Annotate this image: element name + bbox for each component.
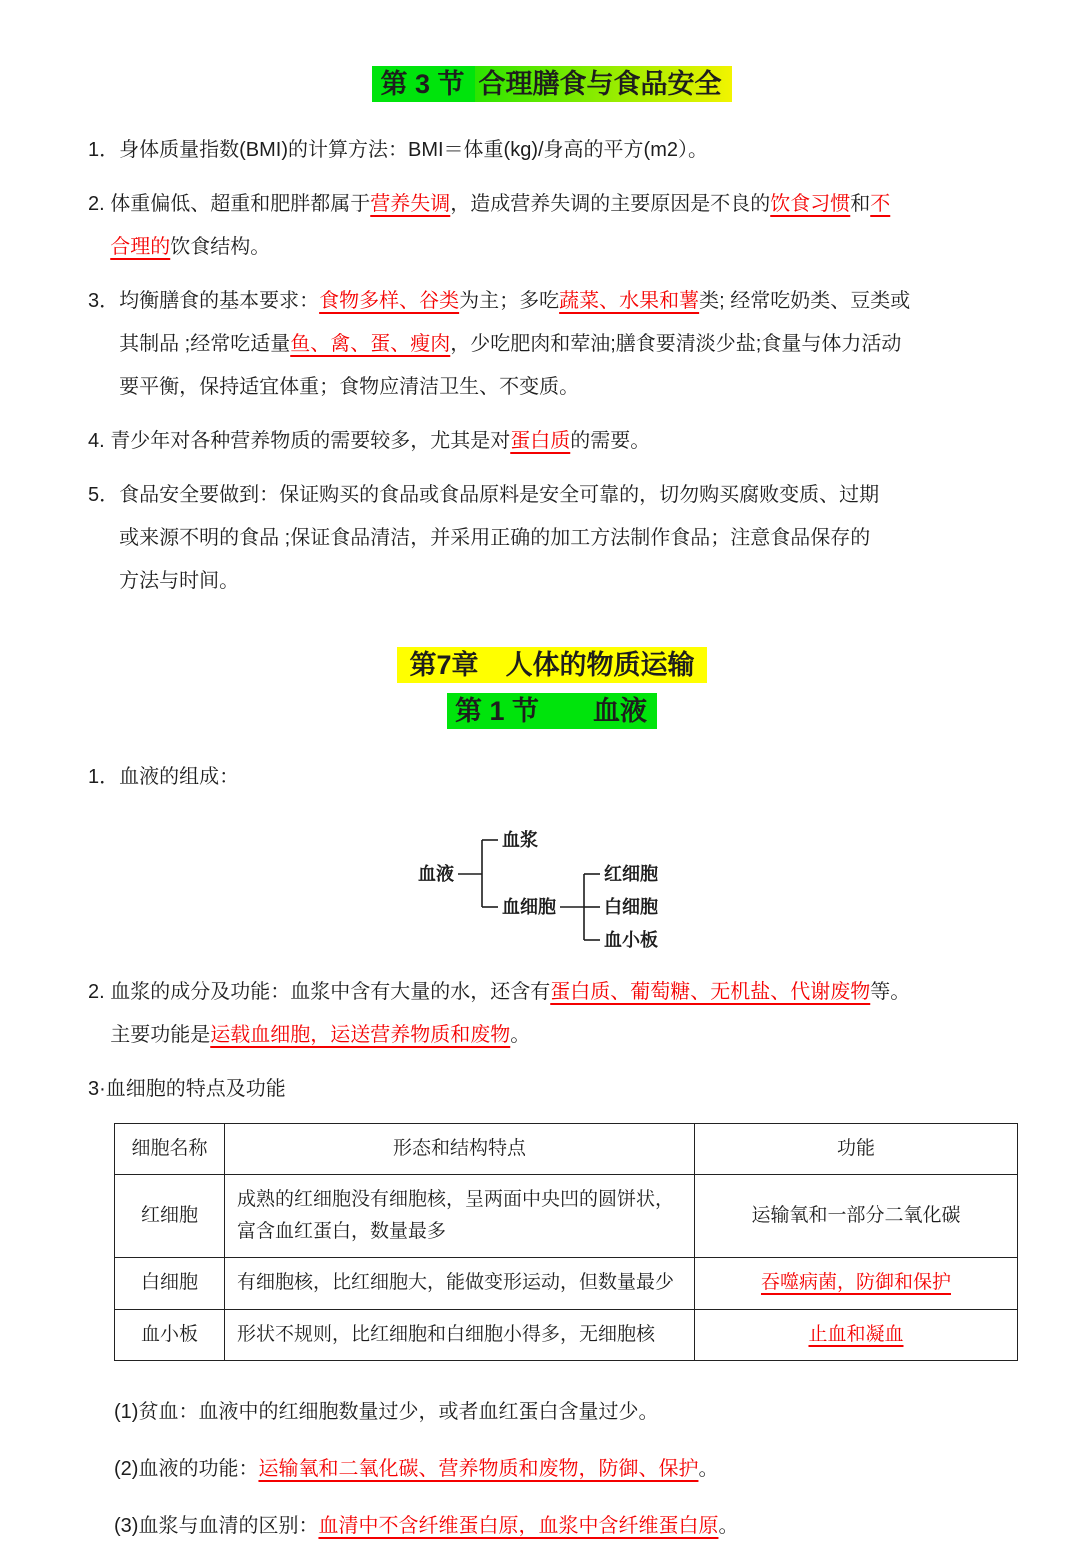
text-segment: 和 [850, 192, 871, 215]
diagram-label-platelet: 血小板 [604, 929, 658, 950]
list-item-text [106, 1068, 1016, 1111]
list-item-2 [88, 183, 1016, 269]
text-segment: 血液的组成： [119, 765, 240, 788]
diagram-label-blood: 血液 [418, 863, 454, 884]
text-segment: 。 [510, 1023, 531, 1046]
list-item-number: 1． [88, 138, 120, 161]
table-row-platelet [115, 1309, 1018, 1360]
list-item-4 [88, 420, 1016, 463]
text-segment: 均衡膳食的基本要求： [119, 289, 320, 312]
text-segment: 方法与时间。 [119, 569, 240, 592]
text-segment: 为主；多吃 [459, 289, 560, 312]
red-underlined-text: 运输氧和二氧化碳、营养物质和废物，防御、保护 [258, 1457, 699, 1480]
list-item-5 [88, 474, 1016, 603]
diagram-label-wbc: 白细胞 [604, 896, 658, 917]
cell-function [695, 1174, 1018, 1258]
table-row-wbc [115, 1258, 1018, 1309]
text-segment: (2)血液的功能： [114, 1457, 259, 1480]
text-segment: 或来源不明的食品 ;保证食品清洁，并采用正确的加工方法制作食品；注意食品保存的 [119, 526, 871, 549]
list-item-number: 4. [88, 429, 111, 452]
blood-item-3-heading [88, 1068, 1016, 1111]
text-segment: 血细胞的特点及功能 [105, 1077, 286, 1100]
text-segment: 。 [698, 1457, 719, 1480]
text-segment: ，少吃肥肉和荤油;膳食要清淡少盐;食量与体力活动 [450, 332, 902, 355]
text-segment: 青少年对各种营养物质的需要较多，尤其是对 [110, 429, 511, 452]
list-item-number: 2. [88, 980, 111, 1003]
red-underlined-text: 不 [870, 192, 891, 215]
cell-feature: 形状不规则，比红细胞和白细胞小得多，无细胞核 [225, 1309, 695, 1360]
text-segment: 。 [718, 1514, 739, 1537]
table-header-cell-name: 细胞名称 [115, 1123, 225, 1174]
red-underlined-text: 鱼、禽、蛋、瘦肉 [290, 332, 451, 355]
text-segment: (3)血浆与血清的区别： [114, 1514, 319, 1537]
table-header-row [115, 1123, 1018, 1174]
blood-item-2 [88, 971, 1016, 1057]
text-segment: 要平衡，保持适宜体重；食物应清洁卫生、不变质。 [119, 375, 580, 398]
red-underlined-text: 止血和凝血 [808, 1323, 904, 1345]
text-segment: 身体质量指数(BMI)的计算方法：BMI＝体重(kg)/身高的平方(m2）。 [119, 138, 709, 161]
text-segment: (1)贫血：血液中的红细胞数量过少，或者血红蛋白含量过少。 [114, 1400, 659, 1423]
chapter7-title-text: 第7章 人体的物质运输 [397, 647, 706, 683]
list-item-number: 2. [88, 192, 111, 215]
section3-title [88, 64, 1016, 105]
red-underlined-text: 蛋白质 [510, 429, 571, 452]
text-segment: 等。 [870, 980, 911, 1003]
list-item-text [119, 756, 1016, 799]
cell-feature: 成熟的红细胞没有细胞核，呈两面中央凹的圆饼状，富含血红蛋白，数量最多 [225, 1174, 695, 1258]
list-item-number: 3· [88, 1077, 106, 1100]
list-item-text [119, 474, 1016, 603]
red-underlined-text: 营养失调 [370, 192, 451, 215]
text-segment: ，造成营养失调的主要原因是不良的 [450, 192, 771, 215]
table-header-cell-function: 功能 [695, 1123, 1018, 1174]
list-item-number: 5． [88, 483, 120, 506]
cell-name: 白细胞 [115, 1258, 225, 1309]
red-underlined-text: 运载血细胞，运送营养物质和废物 [210, 1023, 511, 1046]
blood-item-1 [88, 756, 1016, 799]
cell-feature: 有细胞核，比红细胞大，能做变形运动，但数量最少 [225, 1258, 695, 1309]
note-anemia [114, 1391, 1016, 1433]
red-underlined-text: 食物多样、谷类 [319, 289, 460, 312]
text-segment: 的需要。 [570, 429, 651, 452]
red-underlined-text: 合理的 [110, 235, 171, 258]
list-item-3 [88, 280, 1016, 409]
text-segment: 运输氧和一部分二氧化碳 [751, 1204, 961, 1226]
blood-cells-table [114, 1123, 1018, 1361]
red-underlined-text: 吞噬病菌，防御和保护 [760, 1272, 951, 1294]
red-underlined-text: 蔬菜、水果和薯 [559, 289, 700, 312]
section3-title-number: 第 3 节 [372, 66, 474, 102]
text-segment: 体重偏低、超重和肥胖都属于 [110, 192, 371, 215]
section1-title-text: 第 1 节 血液 [447, 693, 657, 729]
section1-title [88, 691, 1016, 732]
table-row-rbc [115, 1174, 1018, 1258]
list-item-number: 1． [88, 765, 120, 788]
red-underlined-text: 血清中不含纤维蛋白原，血浆中含纤维蛋白原 [318, 1514, 719, 1537]
blood-composition-diagram [88, 810, 1016, 965]
text-segment: 食品安全要做到：保证购买的食品或食品原料是安全可靠的，切勿购买腐败变质、过期 [119, 483, 880, 506]
chapter7-title [88, 645, 1016, 686]
list-item-number: 3． [88, 289, 120, 312]
cell-function [695, 1309, 1018, 1360]
text-segment: 其制品 ;经常吃适量 [119, 332, 291, 355]
red-underlined-text: 饮食习惯 [770, 192, 851, 215]
note-blood-function [114, 1448, 1016, 1490]
diagram-label-rbc: 红细胞 [604, 863, 658, 884]
text-segment: 血浆的成分及功能：血浆中含有大量的水，还含有 [110, 980, 551, 1003]
list-item-text [110, 183, 1016, 269]
list-item-text [119, 129, 1016, 172]
section3-title-text: 合理膳食与食品安全 [475, 66, 732, 102]
diagram-label-plasma: 血浆 [502, 829, 538, 850]
table-header-cell-feature: 形态和结构特点 [225, 1123, 695, 1174]
list-item-text [110, 420, 1016, 463]
cell-name: 血小板 [115, 1309, 225, 1360]
cell-name: 红细胞 [115, 1174, 225, 1258]
text-segment: 饮食结构。 [170, 235, 271, 258]
list-item-1 [88, 129, 1016, 172]
text-segment: 主要功能是 [110, 1023, 211, 1046]
list-item-text [110, 971, 1016, 1057]
cell-function [695, 1258, 1018, 1309]
list-item-text [119, 280, 1016, 409]
text-segment: 类; 经常吃奶类、豆类或 [699, 289, 911, 312]
note-plasma-vs-serum [114, 1505, 1016, 1547]
blood-diagram-svg [402, 810, 702, 960]
red-underlined-text: 蛋白质、葡萄糖、无机盐、代谢废物 [550, 980, 871, 1003]
diagram-label-blood-cells: 血细胞 [502, 896, 556, 917]
